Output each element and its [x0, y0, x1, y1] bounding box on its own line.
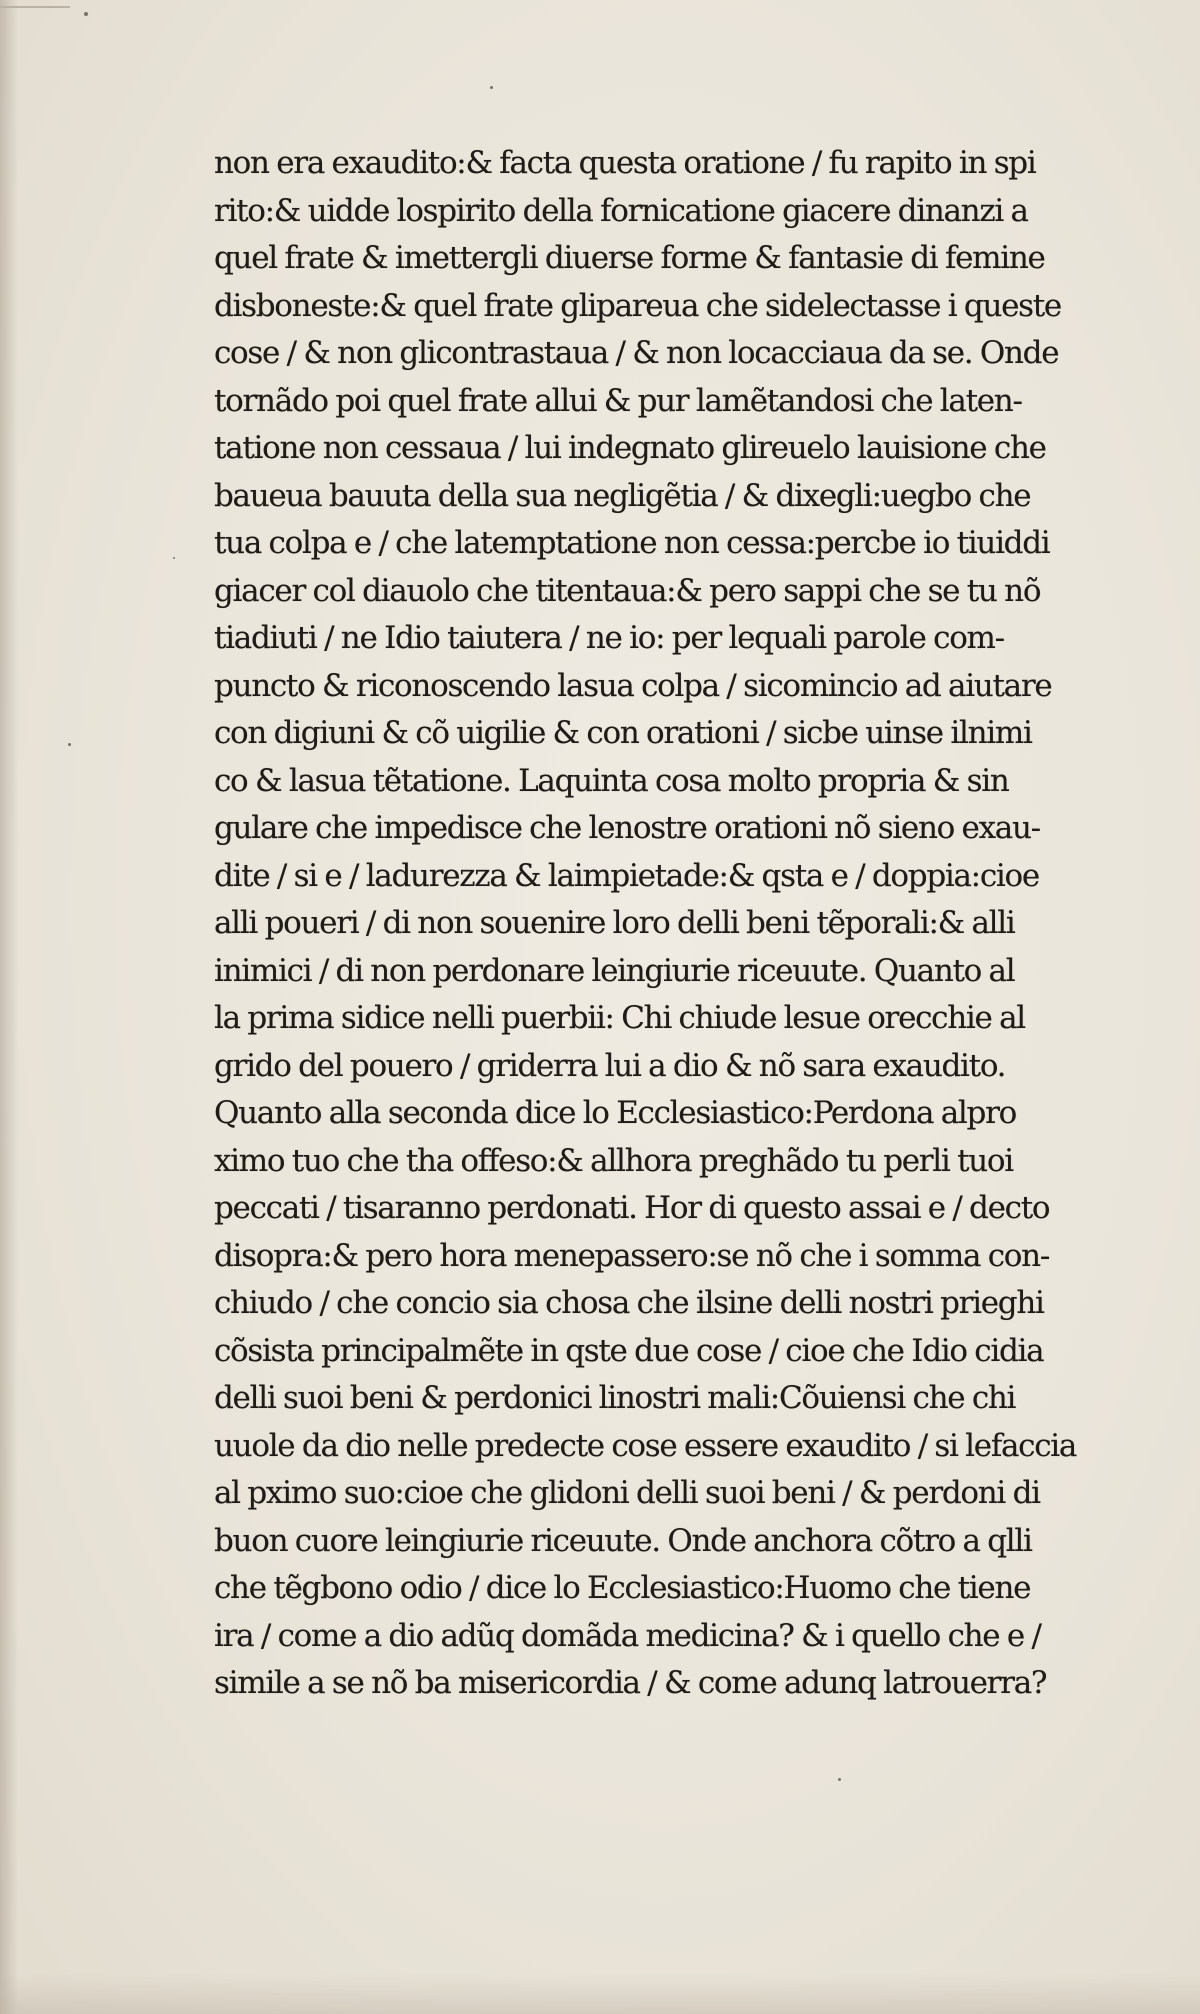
ink-speck	[68, 743, 71, 746]
page-bottom-shadow	[0, 1974, 1200, 2014]
text-line: co & lasua tẽtatione. Laquinta cosa molto propria & sin	[214, 762, 1009, 799]
text-line: peccati / tisaranno perdonati. Hor di questo assai e / decto	[214, 1190, 1050, 1226]
text-line: ira / come a dio adũq domãda medicina? & i quello che e /	[214, 1617, 1041, 1654]
printed-text-block	[214, 140, 1114, 1708]
text-line: Quanto alla seconda dice lo Ecclesiastico:Perdona alpro	[214, 1095, 1016, 1131]
text-line: dite / si e / ladurezza & laimpietade:& qsta e / doppia:cioe	[214, 857, 1039, 894]
ink-speck	[490, 86, 493, 89]
text-line: gulare che impedisce che lenostre orationi nõ sieno exau-	[214, 810, 1040, 846]
text-line: con digiuni & cõ uigilie & con orationi / sicbe uinse ilnimi	[214, 715, 1032, 751]
text-line: inimici / di non perdonare leingiurie riceuute. Quanto al	[214, 952, 1015, 989]
text-line: puncto & riconoscendo lasua colpa / sicomincio ad aiutare	[214, 667, 1052, 704]
text-line: rito:& uidde lospirito della fornicatione giacere dinanzi a	[214, 192, 1028, 229]
text-line: simile a se nõ ba misericordia / & come adunq latrouerra?	[214, 1665, 1047, 1701]
text-line: delli suoi beni & perdonici linostri mali:Cõuiensi che chi	[214, 1380, 1016, 1416]
text-line: grido del pouero / griderra lui a dio & nõ sara exaudito.	[214, 1047, 1006, 1084]
ink-speck	[173, 557, 175, 559]
page-top-rule	[0, 6, 70, 8]
page-edge-shadow	[0, 0, 18, 2014]
text-line: tua colpa e / che latemptatione non cessa:percbe io tiuiddi	[214, 525, 1050, 561]
text-line: quel frate & imettergli diuerse forme & fantasie di femine	[214, 240, 1045, 276]
text-line: non era exaudito:& facta questa oratione / fu rapito in spi	[214, 145, 1036, 181]
text-line: uuole da dio nelle predecte cose essere exaudito / si lefaccia	[214, 1427, 1077, 1464]
text-line: che tẽgbono odio / dice lo Ecclesiastico:Huomo che tiene	[214, 1570, 1031, 1606]
ink-speck	[84, 12, 88, 16]
text-line: cose / & non glicontrastaua / & non locacciaua da se. Onde	[214, 335, 1059, 371]
text-line: disboneste:& quel frate glipareua che sidelectasse i queste	[214, 287, 1061, 324]
text-line: baueua bauuta della sua negligẽtia / & dixegli:uegbo che	[214, 477, 1031, 514]
text-line: tiadiuti / ne Idio taiutera / ne io: per lequali parole com-	[214, 620, 1004, 656]
text-line: giacer col diauolo che titentaua:& pero sappi che se tu nõ	[214, 572, 1041, 609]
text-line: cõsista principalmẽte in qste due cose / cioe che Idio cidia	[214, 1332, 1044, 1369]
text-line: chiudo / che concio sia chosa che ilsine delli nostri prieghi	[214, 1285, 1044, 1321]
ink-speck	[838, 1778, 841, 1781]
text-line: tornãdo poi quel frate allui & pur lamẽtandosi che laten-	[214, 382, 1022, 419]
text-line: buon cuore leingiurie riceuute. Onde anchora cõtro a qlli	[214, 1522, 1032, 1559]
text-line: tatione non cessaua / lui indegnato glireuelo lauisione che	[214, 430, 1046, 466]
text-line: al pximo suo:cioe che glidoni delli suoi beni / & perdoni di	[214, 1475, 1040, 1511]
text-line: alli poueri / di non souenire loro delli beni tẽporali:& alli	[214, 905, 1015, 941]
text-line: ximo tuo che tha offeso:& allhora preghãdo tu perli tuoi	[214, 1142, 1013, 1179]
text-line: la prima sidice nelli puerbii: Chi chiude lesue orecchie al	[214, 1000, 1025, 1036]
text-line: disopra:& pero hora menepassero:se nõ che i somma con-	[214, 1237, 1049, 1274]
